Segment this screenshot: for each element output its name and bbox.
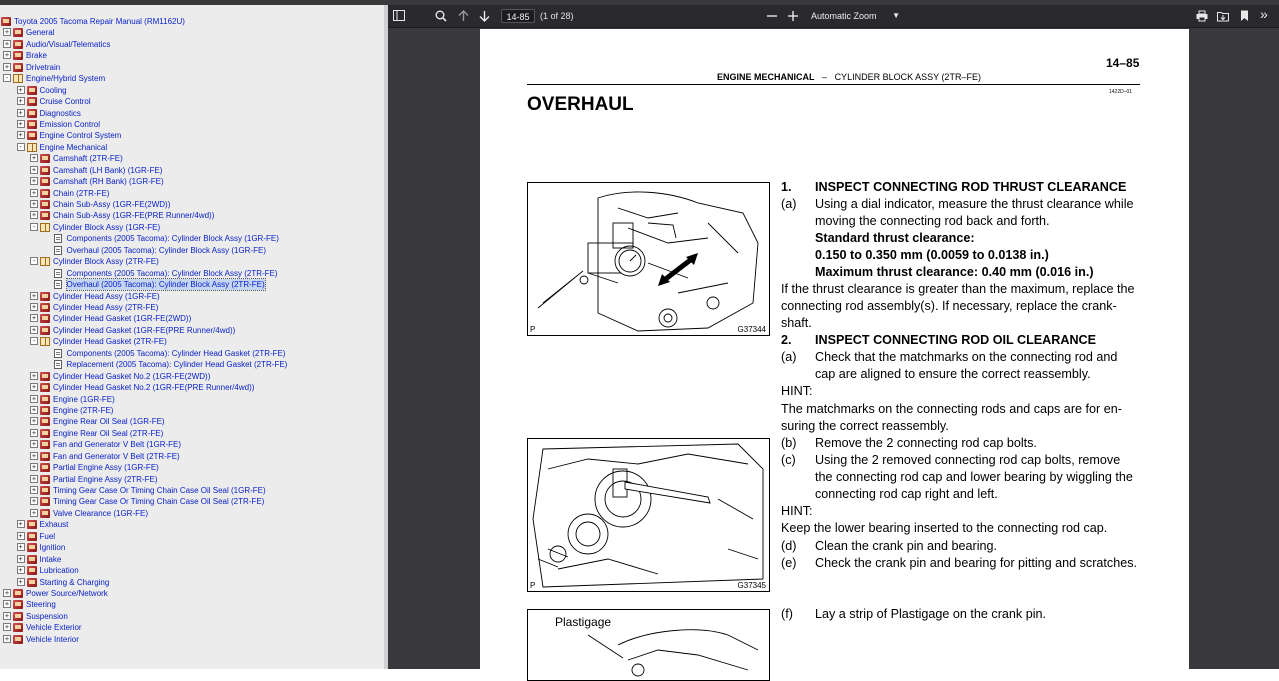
tree-folder-item[interactable] xyxy=(0,85,384,96)
book-icon xyxy=(13,63,23,72)
tree-folder-item[interactable] xyxy=(0,50,384,61)
section-header-bold: ENGINE MECHANICAL xyxy=(717,72,815,82)
step-2c-line-2: the connecting rod cap and lower bearing by wiggling the xyxy=(815,470,1133,484)
tree-folder-item[interactable] xyxy=(0,416,384,427)
figure-cap-bolts xyxy=(527,438,770,592)
tree-folder-item[interactable] xyxy=(0,611,384,622)
expand-icon[interactable]: + xyxy=(31,314,37,323)
hint-1-label: HINT: xyxy=(781,384,813,398)
collapse-icon[interactable]: - xyxy=(31,337,37,346)
tree-folder-item[interactable] xyxy=(0,394,384,405)
bookmark-tree xyxy=(0,5,384,669)
book-icon xyxy=(40,211,50,220)
hint-1-line-2: suring the correct reassembly. xyxy=(781,419,949,433)
document-icon xyxy=(54,234,62,243)
open-book-icon xyxy=(13,74,23,83)
book-icon xyxy=(27,532,37,541)
expand-icon[interactable]: + xyxy=(31,211,37,220)
tree-folder-item[interactable] xyxy=(0,428,384,439)
chevron-down-icon: ▼ xyxy=(892,11,900,20)
tree-document-item[interactable] xyxy=(0,245,384,256)
pdf-viewer xyxy=(388,5,1279,669)
hint-2-line-1: Keep the lower bearing inserted to the connecting rod cap. xyxy=(781,521,1108,535)
viewer-toolbar xyxy=(388,5,1279,28)
step-2-number: 2. xyxy=(781,333,792,347)
document-icon xyxy=(54,349,62,358)
tree-folder-item[interactable] xyxy=(0,519,384,530)
tree-folder-item[interactable] xyxy=(0,256,384,267)
book-icon xyxy=(40,440,50,449)
tree-item-label: Suspension xyxy=(26,611,68,621)
section-header-sub: CYLINDER BLOCK ASSY (2TR–FE) xyxy=(834,72,981,82)
tree-folder-item[interactable] xyxy=(0,622,384,633)
book-icon xyxy=(40,177,50,186)
more-tools-icon[interactable]: » xyxy=(1260,6,1268,22)
book-icon xyxy=(40,326,50,335)
book-icon xyxy=(40,189,50,198)
expand-icon[interactable]: + xyxy=(31,497,37,506)
book-icon xyxy=(27,520,37,529)
figure-3-label: Plastigage xyxy=(555,615,612,629)
expand-icon[interactable]: + xyxy=(31,486,37,495)
book-icon xyxy=(13,40,23,49)
expand-icon[interactable]: + xyxy=(4,62,10,71)
tree-folder-item[interactable] xyxy=(0,371,384,382)
tree-item-label: Exhaust xyxy=(39,520,69,530)
tree-folder-item[interactable] xyxy=(0,165,384,176)
collapse-icon[interactable]: - xyxy=(31,222,37,231)
expand-icon[interactable]: + xyxy=(18,577,23,586)
tree-folder-item[interactable] xyxy=(0,108,384,119)
tree-folder-item[interactable] xyxy=(0,96,384,107)
arrow-down-icon[interactable] xyxy=(479,10,490,22)
tree-item-label: Partial Engine Assy (2TR-FE) xyxy=(53,474,158,484)
expand-icon[interactable]: + xyxy=(4,28,10,37)
tree-folder-item[interactable] xyxy=(0,199,384,210)
expand-icon[interactable]: + xyxy=(18,131,23,140)
tree-folder-item[interactable] xyxy=(0,153,384,164)
book-icon xyxy=(40,475,50,484)
document-icon xyxy=(54,246,62,255)
tree-document-item[interactable] xyxy=(0,268,384,279)
tree-item-label: Fuel xyxy=(39,531,56,541)
expand-icon[interactable]: + xyxy=(31,428,37,437)
tree-item-label: Audio/Visual/Telematics xyxy=(26,39,111,49)
tree-item-label: Cylinder Block Assy (2TR-FE) xyxy=(53,257,159,267)
expand-icon[interactable]: + xyxy=(31,405,37,414)
hint-2-label: HINT: xyxy=(781,504,813,518)
tree-item-label: Camshaft (LH Bank) (1GR-FE) xyxy=(53,165,163,175)
tree-item-label: Engine/Hybrid System xyxy=(26,74,106,84)
tree-folder-item[interactable] xyxy=(0,119,384,130)
tree-item-label: Brake xyxy=(26,51,47,61)
tree-folder-item[interactable] xyxy=(0,531,384,542)
book-icon xyxy=(27,109,37,118)
tree-item-label: Intake xyxy=(39,554,62,564)
figure-1-letter: P xyxy=(530,325,536,334)
page-number-input[interactable]: 14-85 xyxy=(501,9,535,23)
tree-item-label: Components (2005 Tacoma): Cylinder Block Assy (1GR-FE) xyxy=(66,234,279,244)
expand-icon[interactable]: + xyxy=(4,589,10,597)
expand-icon[interactable]: + xyxy=(18,566,23,575)
tree-document-item[interactable] xyxy=(0,233,384,244)
open-book-icon xyxy=(27,143,37,152)
expand-icon[interactable]: + xyxy=(18,543,23,552)
book-icon xyxy=(27,566,37,575)
figure-2-letter: P xyxy=(530,581,536,590)
expand-icon[interactable]: + xyxy=(31,440,37,449)
expand-icon[interactable]: + xyxy=(18,119,23,128)
book-icon xyxy=(40,166,50,175)
tree-item-label: Cruise Control xyxy=(39,97,91,107)
tree-item-label: Fan and Generator V Belt (1GR-FE) xyxy=(53,440,182,450)
expand-icon[interactable]: + xyxy=(31,508,37,517)
tree-item-label: Cylinder Block Assy (1GR-FE) xyxy=(53,222,161,232)
hint-1-line-1: The matchmarks on the connecting rods and caps are for en- xyxy=(781,402,1122,416)
tree-item-label: Cylinder Head Gasket (2TR-FE) xyxy=(53,337,167,347)
tree-folder-item[interactable] xyxy=(0,336,384,347)
expand-icon[interactable]: + xyxy=(31,200,37,209)
expand-icon[interactable]: + xyxy=(31,371,37,380)
book-icon xyxy=(40,486,50,495)
figure-cap-bolts-illustration xyxy=(528,439,769,591)
figure-1-code: G37344 xyxy=(737,325,766,334)
tree-document-item[interactable] xyxy=(0,279,384,290)
step-2c-mark: (c) xyxy=(781,453,796,467)
expand-icon[interactable]: + xyxy=(18,108,23,117)
pdf-page xyxy=(480,29,1189,669)
step-2a-line-2: cap are aligned to ensure the correct reassembly. xyxy=(815,367,1091,381)
document-icon xyxy=(54,269,62,278)
figure-dial-indicator-illustration xyxy=(528,183,769,335)
book-icon xyxy=(40,314,50,323)
expand-icon[interactable]: + xyxy=(4,51,10,60)
sidebar-toggle-icon[interactable] xyxy=(393,10,405,21)
step-2f-mark: (f) xyxy=(781,607,793,621)
tree-item-label: Steering xyxy=(26,600,56,610)
book-icon xyxy=(27,543,37,552)
tree-item-label: General xyxy=(26,28,55,38)
tree-folder-item[interactable] xyxy=(0,176,384,187)
expand-icon[interactable]: + xyxy=(31,188,37,197)
book-icon xyxy=(27,120,37,129)
tree-folder-item[interactable] xyxy=(0,485,384,496)
tree-folder-item[interactable] xyxy=(0,142,384,153)
book-icon xyxy=(27,131,37,140)
expand-icon[interactable]: + xyxy=(31,303,37,311)
book-icon xyxy=(13,51,23,60)
tree-item-label: Cylinder Head Gasket (1GR-FE(PRE Runner/4wd)) xyxy=(53,325,236,335)
expand-icon[interactable]: + xyxy=(31,463,37,472)
step-1-title: INSPECT CONNECTING ROD THRUST CLEARANCE xyxy=(815,180,1127,194)
tree-folder-item[interactable] xyxy=(0,554,384,565)
step-2c-line-1: Using the 2 removed connecting rod cap bolts, remove xyxy=(815,453,1121,467)
tree-item-label: Partial Engine Assy (1GR-FE) xyxy=(53,463,159,473)
tree-item-label: Cylinder Head Gasket (1GR-FE(2WD)) xyxy=(53,314,192,324)
figure-2-code: G37345 xyxy=(737,581,766,590)
document-icon xyxy=(54,280,62,289)
step-1a-line-2: moving the connecting rod back and forth. xyxy=(815,214,1050,228)
tree-item-label: Ignition xyxy=(39,543,66,553)
tree-folder-item[interactable] xyxy=(0,222,384,233)
expand-icon[interactable]: + xyxy=(31,291,37,300)
tree-item-label: Overhaul (2005 Tacoma): Cylinder Block Assy (1GR-FE) xyxy=(66,245,266,255)
zoom-out-icon[interactable] xyxy=(767,11,777,21)
tree-item-label: Engine Rear Oil Seal (2TR-FE) xyxy=(53,428,164,438)
tree-folder-item[interactable] xyxy=(0,474,384,485)
maximum-clearance: Maximum thrust clearance: 0.40 mm (0.016 in.) xyxy=(815,265,1094,279)
tree-folder-item[interactable] xyxy=(0,496,384,507)
arrow-up-icon[interactable] xyxy=(458,10,469,22)
tree-item-label: Power Source/Network xyxy=(26,589,108,598)
book-icon xyxy=(27,578,37,587)
book-icon xyxy=(40,200,50,209)
tree-item-label: Chain (2TR-FE) xyxy=(53,188,110,198)
book-icon xyxy=(40,372,50,381)
tree-folder-item[interactable] xyxy=(0,382,384,393)
step-2a-line-1: Check that the matchmarks on the connecting rod and xyxy=(815,350,1118,364)
step-1-number: 1. xyxy=(781,180,792,194)
tree-item-label: Fan and Generator V Belt (2TR-FE) xyxy=(53,451,180,461)
tree-item-label: Drivetrain xyxy=(26,62,61,72)
tree-document-item[interactable] xyxy=(0,359,384,370)
step-2c-line-3: connecting rod cap right and left. xyxy=(815,487,998,501)
tree-item-label: Vehicle Interior xyxy=(26,634,79,644)
standard-clearance-value: 0.150 to 0.350 mm (0.0059 to 0.0138 in.) xyxy=(815,248,1049,262)
tree-item-label: Diagnostics xyxy=(39,108,81,118)
tree-folder-item[interactable] xyxy=(0,588,384,599)
book-icon xyxy=(27,97,37,106)
tree-folder-item[interactable] xyxy=(0,565,384,576)
tree-folder-item[interactable] xyxy=(0,405,384,416)
zoom-select[interactable] xyxy=(806,9,906,23)
book-icon xyxy=(13,612,23,621)
expand-icon[interactable]: + xyxy=(4,623,10,632)
book-icon xyxy=(40,417,50,426)
book-icon xyxy=(1,17,11,26)
figure-plastigage xyxy=(527,609,770,681)
tree-folder-item[interactable] xyxy=(0,302,384,313)
book-icon xyxy=(40,509,50,518)
step-2-title: INSPECT CONNECTING ROD OIL CLEARANCE xyxy=(815,333,1097,347)
expand-icon[interactable]: + xyxy=(18,554,23,563)
book-icon xyxy=(27,555,37,564)
search-icon[interactable] xyxy=(435,10,447,22)
expand-icon[interactable]: + xyxy=(31,325,37,334)
tree-folder-item[interactable] xyxy=(0,462,384,473)
book-icon xyxy=(40,406,50,415)
expand-icon[interactable]: + xyxy=(4,600,10,609)
step-2b-mark: (b) xyxy=(781,436,797,450)
tree-folder-item[interactable] xyxy=(0,451,384,462)
step-1a-line-1: Using a dial indicator, measure the thrust clearance while xyxy=(815,197,1134,211)
section-header-dash: – xyxy=(822,72,828,82)
tree-item-label: Emission Control xyxy=(39,119,100,129)
open-book-icon xyxy=(40,257,50,266)
expand-icon[interactable]: + xyxy=(31,474,37,483)
tree-item-label: Camshaft (2TR-FE) xyxy=(53,154,123,164)
tree-item-label: Cylinder Head Gasket No.2 (1GR-FE(2WD)) xyxy=(53,371,211,381)
book-icon xyxy=(13,623,23,632)
book-icon xyxy=(40,383,50,392)
open-book-icon xyxy=(40,337,50,346)
expand-icon[interactable]: + xyxy=(31,154,37,163)
tree-item-label: Valve Clearance (1GR-FE) xyxy=(53,508,148,518)
bookmark-icon[interactable] xyxy=(1240,10,1249,22)
tree-item-label: Cylinder Head Gasket No.2 (1GR-FE(PRE Runner/4wd)) xyxy=(53,383,255,393)
tree-folder-item[interactable] xyxy=(0,439,384,450)
section-header xyxy=(717,72,981,82)
zoom-in-icon[interactable] xyxy=(788,11,798,21)
page-title: OVERHAUL xyxy=(527,94,634,115)
tree-item-label: Timing Gear Case Or Timing Chain Case Oil Seal (2TR-FE) xyxy=(53,497,265,507)
tree-folder-item[interactable] xyxy=(0,39,384,50)
expand-icon[interactable]: + xyxy=(18,531,23,540)
expand-icon[interactable]: + xyxy=(31,417,37,426)
book-icon xyxy=(40,452,50,461)
step-1a-mark: (a) xyxy=(781,197,797,211)
tree-item-label: Engine Control System xyxy=(39,131,122,141)
header-rule xyxy=(527,84,1140,85)
tree-folder-item[interactable] xyxy=(0,27,384,38)
tree-item-label: Engine Rear Oil Seal (1GR-FE) xyxy=(53,417,165,427)
tree-folder-item[interactable] xyxy=(0,188,384,199)
step-2d-mark: (d) xyxy=(781,539,797,553)
tree-item-label: Components (2005 Tacoma): Cylinder Block Assy (2TR-FE) xyxy=(66,268,278,278)
tree-folder-item[interactable] xyxy=(0,508,384,519)
tree-folder-item[interactable] xyxy=(0,73,384,84)
step-2b-line-1: Remove the 2 connecting rod cap bolts. xyxy=(815,436,1037,450)
expand-icon[interactable]: + xyxy=(31,383,37,392)
page-number-header: 14–85 xyxy=(1106,56,1140,70)
step-2d-line-1: Clean the crank pin and bearing. xyxy=(815,539,998,553)
tree-item-label: Overhaul (2005 Tacoma): Cylinder Block Assy (2TR-FE) xyxy=(66,280,265,290)
tree-item-label: Timing Gear Case Or Timing Chain Case Oil Seal (1GR-FE) xyxy=(53,486,266,496)
paragraph-1-line-3: shaft. xyxy=(781,316,812,330)
tree-folder-item[interactable] xyxy=(0,313,384,324)
collapse-icon[interactable]: - xyxy=(4,74,10,83)
expand-icon[interactable]: + xyxy=(31,451,37,460)
save-icon[interactable] xyxy=(1217,10,1229,22)
document-icon xyxy=(54,360,62,369)
paragraph-1-line-2: connecting rod assembly(s). If necessary, replace the crank- xyxy=(781,299,1117,313)
expand-icon[interactable]: + xyxy=(18,97,23,106)
book-icon xyxy=(40,292,50,301)
book-icon xyxy=(40,303,50,312)
book-icon xyxy=(40,463,50,472)
book-icon xyxy=(13,635,23,644)
book-icon xyxy=(40,395,50,404)
book-icon xyxy=(27,86,37,95)
expand-icon[interactable]: + xyxy=(4,634,10,643)
open-book-icon xyxy=(40,223,50,232)
book-icon xyxy=(13,600,23,609)
expand-icon[interactable]: + xyxy=(18,520,23,529)
tree-item-label: Chain Sub-Assy (1GR-FE(2WD)) xyxy=(53,200,171,210)
tree-item-label: Camshaft (RH Bank) (1GR-FE) xyxy=(53,177,164,187)
tree-folder-item[interactable] xyxy=(0,291,384,302)
tree-folder-item[interactable] xyxy=(0,62,384,73)
tree-folder-item[interactable] xyxy=(0,325,384,336)
expand-icon[interactable]: + xyxy=(4,39,10,48)
expand-icon[interactable]: + xyxy=(31,394,37,403)
tree-folder-item[interactable] xyxy=(0,210,384,221)
tree-root[interactable] xyxy=(0,16,384,27)
tree-item-label: Engine (2TR-FE) xyxy=(53,405,114,415)
book-icon xyxy=(40,497,50,506)
step-2e-line-1: Check the crank pin and bearing for pitting and scratches. xyxy=(815,556,1138,570)
zoom-value: Automatic Zoom xyxy=(811,11,877,21)
tree-folder-item[interactable] xyxy=(0,130,384,141)
expand-icon[interactable]: + xyxy=(18,85,23,94)
tree-folder-item[interactable] xyxy=(0,599,384,610)
tree-item-label: Engine Mechanical xyxy=(39,142,108,152)
tree-folder-item[interactable] xyxy=(0,577,384,588)
tree-item-label: Cylinder Head Assy (2TR-FE) xyxy=(53,303,159,312)
page-count: (1 of 28) xyxy=(540,11,574,21)
step-2e-mark: (e) xyxy=(781,556,797,570)
expand-icon[interactable]: + xyxy=(4,611,10,620)
tree-item-label: Starting & Charging xyxy=(39,577,110,587)
print-icon[interactable] xyxy=(1196,10,1208,22)
document-code: 1422D–01 xyxy=(1109,89,1133,95)
step-2a-mark: (a) xyxy=(781,350,797,364)
paragraph-1-line-1: If the thrust clearance is greater than the maximum, replace the xyxy=(781,282,1135,296)
tree-item-label: Replacement (2005 Tacoma): Cylinder Head Gasket (2TR-FE) xyxy=(66,360,288,370)
tree-folder-item[interactable] xyxy=(0,542,384,553)
book-icon xyxy=(40,154,50,163)
expand-icon[interactable]: + xyxy=(31,165,37,174)
tree-document-item[interactable] xyxy=(0,348,384,359)
tree-item-label: Cylinder Head Assy (1GR-FE) xyxy=(53,291,160,301)
book-icon xyxy=(40,429,50,438)
tree-folder-item[interactable] xyxy=(0,634,384,645)
collapse-icon[interactable]: - xyxy=(18,142,23,151)
tree-item-label: Lubrication xyxy=(39,566,79,576)
tree-item-label: Vehicle Exterior xyxy=(26,623,82,633)
collapse-icon[interactable]: - xyxy=(31,257,37,266)
book-icon xyxy=(13,589,23,598)
book-icon xyxy=(13,28,23,37)
expand-icon[interactable]: + xyxy=(31,177,37,186)
tree-item-label: Components (2005 Tacoma): Cylinder Head Gasket (2TR-FE) xyxy=(66,348,286,358)
step-2f-line-1: Lay a strip of Plastigage on the crank pin. xyxy=(815,607,1047,621)
figure-dial-indicator xyxy=(527,182,770,336)
tree-item-label: Cooling xyxy=(39,85,67,95)
standard-clearance-label: Standard thrust clearance: xyxy=(815,231,975,245)
tree-item-label: Toyota 2005 Tacoma Repair Manual (RM1162U) xyxy=(14,17,185,26)
tree-item-label: Chain Sub-Assy (1GR-FE(PRE Runner/4wd)) xyxy=(53,211,215,221)
tree-item-label: Engine (1GR-FE) xyxy=(53,394,115,404)
